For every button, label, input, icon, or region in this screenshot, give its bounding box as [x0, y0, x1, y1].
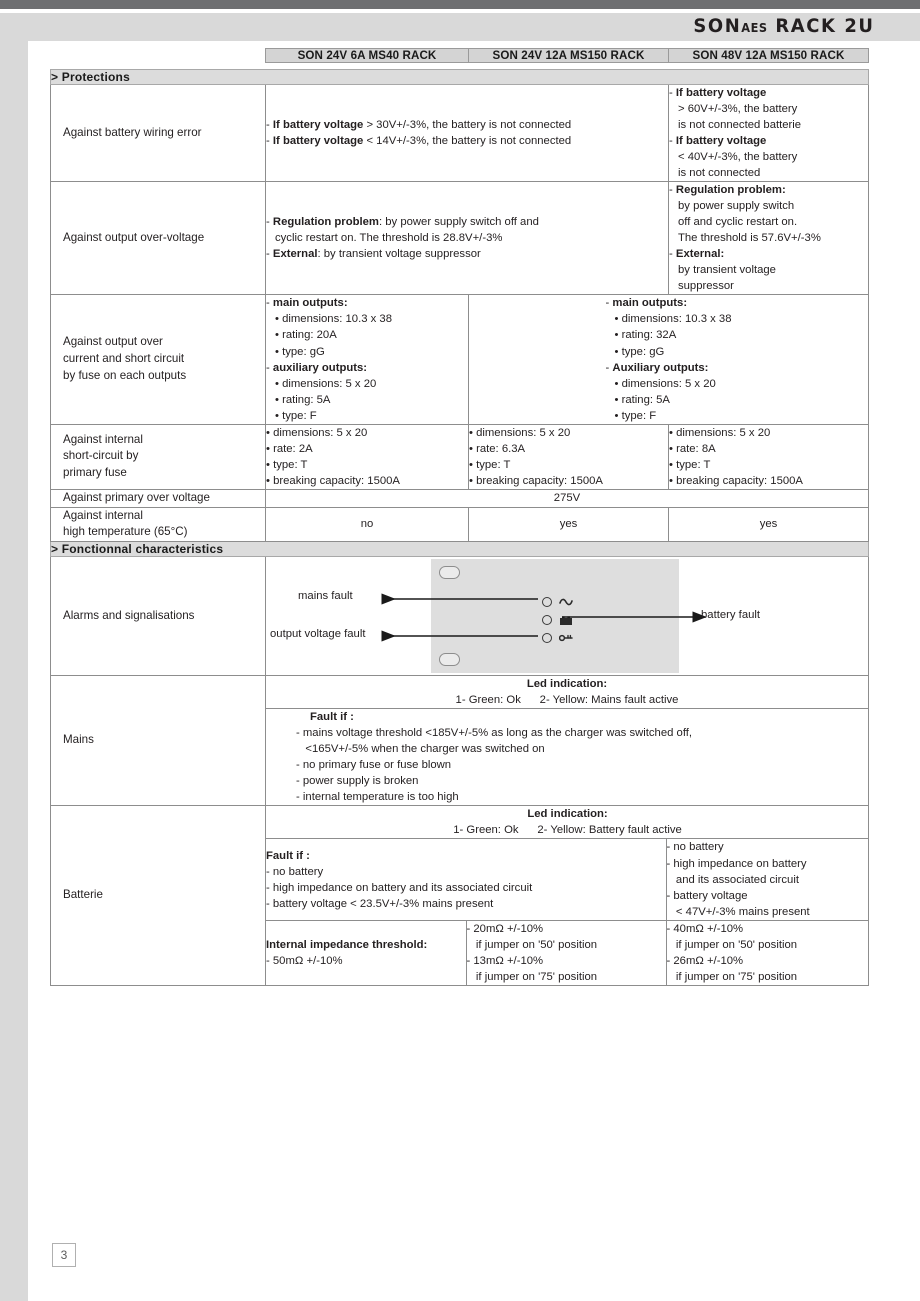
text-line: - no primary fuse or fuse blown — [296, 759, 452, 772]
text-line: • dimensions: 5 x 20 — [266, 426, 368, 439]
cell-mains-content — [266, 676, 869, 806]
mains-subtable — [266, 676, 868, 805]
cell-high-temp-24v-6a: no — [266, 507, 469, 542]
text-line: • rate: 8A — [669, 442, 716, 455]
page-number: 3 — [52, 1243, 76, 1267]
diagram-arrows — [266, 557, 879, 675]
text-line: - 26mΩ +/-10% — [666, 954, 744, 967]
led-title: Led indication: — [526, 678, 608, 691]
brand-rack: RACK 2U — [775, 15, 875, 37]
row-label-alarms: Alarms and signalisations — [51, 557, 266, 676]
row-label-primary-overvoltage: Against primary over voltage — [51, 489, 266, 507]
top-dark-bar — [0, 0, 920, 9]
row-label-output-overvoltage: Against output over-voltage — [51, 182, 266, 295]
text-line: - If battery voltage — [669, 87, 767, 99]
row-primary-overvoltage — [51, 489, 869, 507]
label-line: Against internal — [63, 432, 143, 446]
row-battery-wiring-error — [51, 85, 869, 182]
row-internal-short-circuit — [51, 424, 869, 489]
cell-high-temp-24v-12a: yes — [469, 507, 669, 542]
text-line: - power supply is broken — [296, 775, 419, 788]
row-label-output-overcurrent — [51, 295, 266, 424]
text-line: • type: T — [469, 458, 511, 471]
text-line: • rate: 2A — [266, 442, 313, 455]
text-line: • rating: 5A — [614, 393, 670, 406]
section-title-functional: > Fonctionnal characteristics — [51, 542, 869, 557]
label-line: short-circuit by — [63, 449, 139, 463]
cell-alarm-diagram — [266, 557, 869, 676]
text-line: - 40mΩ +/-10% — [666, 922, 744, 935]
section-row-functional — [51, 542, 869, 557]
text-line: • dimensions: 5 x 20 — [614, 377, 716, 390]
text-line: - high impedance on battery and its associated circuit — [266, 881, 533, 894]
text-line: • rating: 32A — [614, 329, 677, 342]
cell-output-overcurrent-24v-6a — [266, 295, 469, 424]
text-line: • rating: 20A — [275, 329, 337, 342]
text-line: is not connected batterie — [678, 119, 802, 132]
cell-primary-overvoltage-value: 275V — [266, 489, 869, 507]
cell-internal-short-24v-12a — [469, 424, 669, 489]
batterie-led-row — [266, 806, 869, 839]
text-line: - Auxiliary outputs: — [605, 361, 709, 374]
text-line: - If battery voltage < 14V+/-3%, the battery is not connected — [266, 135, 572, 148]
text-line: • type: F — [614, 409, 657, 422]
text-line: • type: T — [266, 458, 308, 471]
text-line: • dimensions: 10.3 x 38 — [275, 313, 392, 326]
text-line: suppressor — [678, 280, 734, 293]
row-batterie — [51, 806, 869, 985]
led-title: Led indication: — [527, 808, 608, 821]
column-header-48v-12a: SON 48V 12A MS150 RACK — [669, 49, 869, 63]
text-line: - main outputs: — [266, 297, 348, 310]
impedance-threshold-24v-12a — [466, 921, 666, 985]
text-line: • type: T — [669, 458, 711, 471]
fault-title: Fault if : — [266, 849, 310, 862]
text-line: - no battery — [266, 865, 324, 878]
text-line: < 47V+/-3% mains present — [666, 905, 810, 918]
cell-battery-wiring-48v — [669, 85, 869, 182]
row-output-overcurrent — [51, 295, 869, 424]
batterie-fault-conditions-12 — [266, 839, 666, 920]
text-line: - no battery — [666, 841, 724, 854]
batterie-fault-row — [266, 839, 869, 920]
diagram-label-mains-fault: mains fault — [298, 590, 353, 603]
text-line: • dimensions: 5 x 20 — [669, 426, 771, 439]
row-high-temperature — [51, 507, 869, 542]
mains-led-indication — [266, 676, 868, 709]
text-line: • dimensions: 5 x 20 — [469, 426, 571, 439]
text-line: • breaking capacity: 1500A — [669, 474, 803, 487]
text-line: - 20mΩ +/-10% — [466, 922, 544, 935]
text-line: - External: — [669, 248, 725, 261]
spec-table — [50, 48, 869, 986]
row-mains — [51, 676, 869, 806]
led-detail: 1- Green: Ok 2- Yellow: Mains fault active — [455, 694, 679, 707]
mains-fault-conditions — [266, 709, 868, 806]
text-line: - main outputs: — [605, 297, 688, 310]
cell-high-temp-48v-12a: yes — [669, 507, 869, 542]
text-line: • dimensions: 5 x 20 — [275, 377, 377, 390]
fault-title: Fault if : — [310, 711, 354, 724]
text-line: if jumper on '50' position — [666, 938, 798, 951]
text-line: cyclic restart on. The threshold is 28.8V+/-3% — [275, 232, 503, 245]
text-line: - If battery voltage — [669, 135, 767, 148]
column-header-24v-6a: SON 24V 6A MS40 RACK — [266, 49, 469, 63]
label-line: high temperature (65°C) — [63, 525, 188, 539]
header-spacer — [51, 49, 266, 63]
cell-output-overvoltage-12 — [266, 182, 669, 295]
text-line: by power supply switch — [678, 200, 795, 213]
cell-output-overcurrent-12a — [469, 295, 869, 424]
text-line: - Regulation problem: — [669, 184, 786, 197]
text-line: • type: gG — [614, 345, 665, 358]
row-label-internal-short — [51, 424, 266, 489]
batterie-fault-conditions-48v — [666, 839, 869, 920]
text-line: • rating: 5A — [275, 393, 331, 406]
text-line: if jumper on '75' position — [466, 970, 598, 983]
batterie-led-indication — [266, 806, 869, 839]
text-line: - If battery voltage > 30V+/-3%, the battery is not connected — [266, 119, 572, 132]
header-gap — [51, 63, 869, 70]
brand-aes: AES — [741, 21, 769, 35]
mains-fault-row — [266, 709, 868, 806]
row-label-high-temperature — [51, 507, 266, 542]
rack-panel-diagram — [266, 557, 868, 675]
text-line: - 50mΩ +/-10% — [266, 954, 343, 967]
text-line: - auxiliary outputs: — [266, 361, 368, 374]
label-line: by fuse on each outputs — [63, 368, 187, 382]
text-line: if jumper on '50' position — [466, 938, 598, 951]
table-header-row — [51, 49, 869, 63]
impedance-threshold-48v-12a — [666, 920, 869, 985]
text-line: is not connected — [678, 167, 761, 180]
diagram-label-output-voltage-fault: output voltage fault — [270, 628, 366, 641]
text-line: • type: gG — [275, 345, 325, 358]
text-line: - mains voltage threshold <185V+/-5% as long as the charger was switched off, — [296, 727, 693, 740]
text-line: - battery voltage — [666, 889, 748, 902]
brand-logo — [694, 15, 875, 37]
row-label-mains: Mains — [51, 676, 266, 806]
text-line: > 60V+/-3%, the battery — [678, 103, 798, 116]
text-line: <165V+/-5% when the charger was switched on — [296, 743, 545, 756]
cell-internal-short-24v-6a — [266, 424, 469, 489]
text-line: and its associated circuit — [666, 873, 799, 886]
cell-output-overvoltage-48v — [669, 182, 869, 295]
batterie-impedance-left — [266, 920, 666, 985]
text-line: - 13mΩ +/-10% — [466, 954, 544, 967]
text-group — [606, 295, 732, 423]
impedance-threshold-24v-6a — [266, 921, 466, 985]
text-line: - internal temperature is too high — [296, 791, 459, 804]
left-margin-strip — [0, 41, 28, 1301]
label-line: Against output over — [63, 335, 163, 349]
cell-internal-short-48v-12a — [669, 424, 869, 489]
text-line: • rate: 6.3A — [469, 442, 526, 455]
text-line: The threshold is 57.6V+/-3% — [678, 232, 821, 245]
text-line: < 40V+/-3%, the battery — [678, 151, 798, 164]
text-line: - External: by transient voltage suppressor — [266, 248, 481, 261]
section-title-protections: > Protections — [51, 70, 869, 85]
row-label-batterie: Batterie — [51, 806, 266, 985]
text-line: • breaking capacity: 1500A — [469, 474, 603, 487]
led-detail: 1- Green: Ok 2- Yellow: Battery fault active — [453, 824, 682, 837]
section-row-protections — [51, 70, 869, 85]
diagram-label-battery-fault: battery fault — [701, 609, 761, 622]
label-line: primary fuse — [63, 466, 127, 480]
spec-table-wrapper — [50, 48, 868, 986]
text-line: - high impedance on battery — [666, 857, 807, 870]
brand-son: SON — [693, 15, 742, 37]
text-line: - Regulation problem: by power supply switch off and — [266, 216, 539, 229]
text-line: - battery voltage < 23.5V+/-3% mains present — [266, 897, 494, 910]
text-line: off and cyclic restart on. — [678, 216, 798, 229]
cell-batterie-content — [266, 806, 869, 985]
impedance-subtable — [266, 921, 666, 985]
label-line: Against internal — [63, 508, 143, 522]
mains-led-row — [266, 676, 868, 709]
text-line: if jumper on '75' position — [666, 970, 798, 983]
impedance-title: Internal impedance threshold: — [266, 938, 428, 951]
row-alarms — [51, 557, 869, 676]
text-line: • dimensions: 10.3 x 38 — [614, 313, 732, 326]
cell-battery-wiring-12 — [266, 85, 669, 182]
impedance-inner-row — [266, 921, 666, 985]
text-line: • type: F — [275, 409, 317, 422]
column-header-24v-12a: SON 24V 12A MS150 RACK — [469, 49, 669, 63]
row-output-overvoltage — [51, 182, 869, 295]
text-line: • breaking capacity: 1500A — [266, 474, 400, 487]
text-line: by transient voltage — [678, 264, 776, 277]
label-line: current and short circuit — [63, 352, 185, 366]
row-label-battery-wiring: Against battery wiring error — [51, 85, 266, 182]
batterie-impedance-row — [266, 920, 869, 985]
batterie-subtable — [266, 806, 869, 984]
